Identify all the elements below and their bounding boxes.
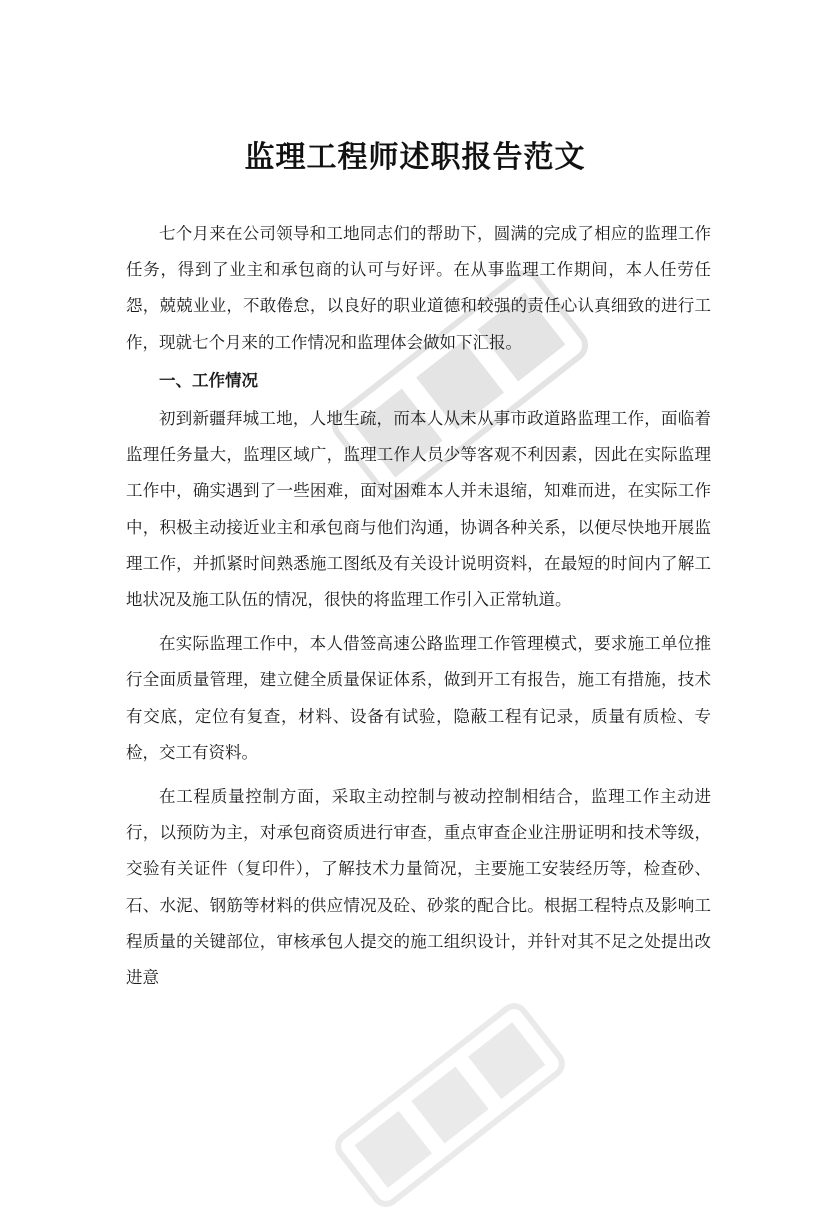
paragraph-work-start: 初到新疆拜城工地，人地生疏，而本人从未从事市政道路监理工作，面临着监理任务量大，监理区域广，监理工作人员少等客观不利因素，因此在实际监理工作中，确实遇到了一些困难，面对困难本人并未退缩，知难而进，在实际工作中，积极主动接近业主和承包商与他们沟通，协调各种关系，以便尽快地开展监理工作，并抓紧时间熟悉施工图纸及有关设计说明资料，在最短的时间内了解工地状况及施工队伍的情况，很快的将监理工作引入正常轨道。: [126, 409, 711, 610]
paragraph-intro: 七个月来在公司领导和工地同志们的帮助下，圆满的完成了相应的监理工作任务，得到了业主和承包商的认可与好评。在从事监理工作期间，本人任劳任怨，兢兢业业，不敢倦怠，以良好的职业道德和较强的责任心认真细致的进行工作，现就七个月来的工作情况和监理体会做如下汇报。: [126, 224, 711, 352]
paragraph-quality-control: 在工程质量控制方面，采取主动控制与被动控制相结合，监理工作主动进行，以预防为主，对承包商资质进行审查，重点审查企业注册证明和技术等级，交验有关证件（复印件），了解技术力量简况，主要施工安装经历等，检查砂、石、水泥、钢筋等材料的供应情况及砼、砂浆的配合比。根据工程特点及影响工程质量的关键部位，审核承包人提交的施工组织设计，并针对其不足之处提出改进意: [126, 787, 711, 988]
document-body: [126, 216, 711, 996]
watermark-graphic-bottom: [328, 996, 573, 1215]
watermark-logo-bottom: [328, 996, 573, 1215]
section-heading: 一、工作情况: [159, 370, 258, 390]
paragraph-management-mode: 在实际监理工作中，本人借签高速公路监理工作管理模式，要求施工单位推行全面质量管理，建立健全质量保证体系，做到开工有报告，施工有措施，技术有交底，定位有复查，材料、设备有试验，隐蔽工程有记录，质量有质检、专检，交工有资料。: [126, 634, 711, 762]
document-title: 监理工程师述职报告范文: [244, 140, 586, 176]
